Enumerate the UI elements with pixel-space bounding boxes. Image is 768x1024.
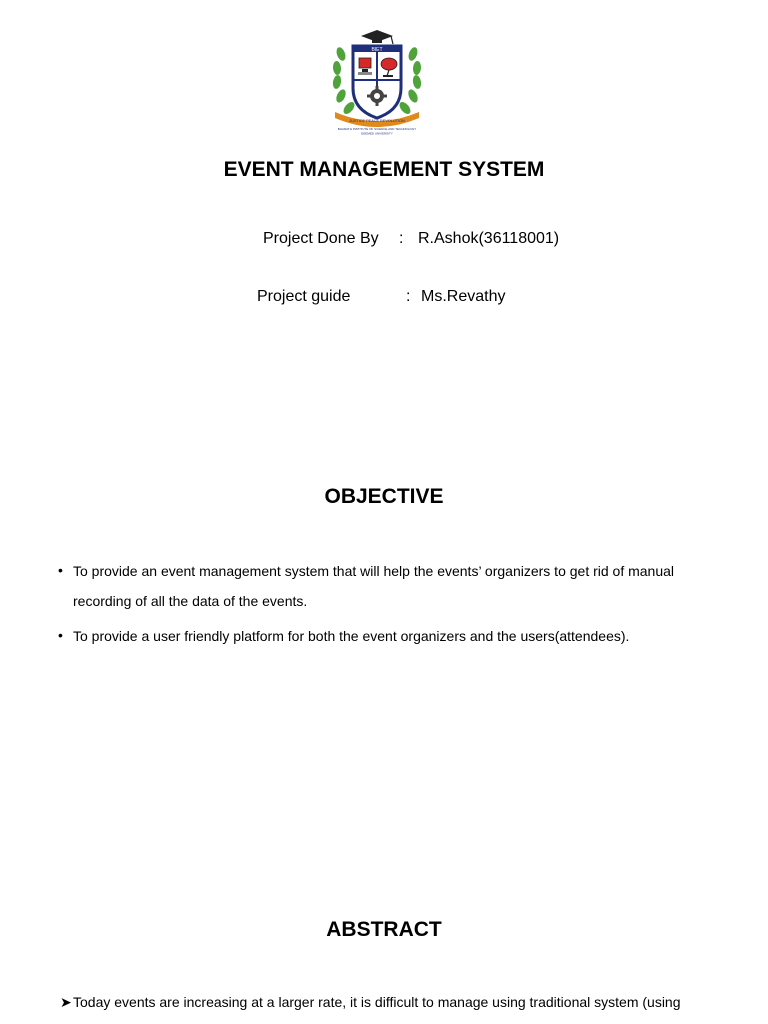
bullet-icon: • [58, 627, 63, 643]
project-guide-label: Project guide [257, 288, 351, 305]
logo-top-text: BIET [371, 47, 383, 53]
abstract-heading: ABSTRACT [326, 918, 442, 941]
objective-item-2-line-1: To provide a user friendly platform for both the event organizers and the users(attendees). [73, 628, 630, 644]
computer-icon [358, 58, 372, 75]
graduation-cap-icon [361, 30, 393, 44]
objective-item-1-line-1: To provide an event management system that will help the events’ organizers to get rid of manual [73, 563, 675, 579]
logo-sub: DEEMED UNIVERSITY [361, 131, 393, 136]
logo-name: BHARATH INSTITUTE OF SCIENCE AND TECHNOLOGY [337, 127, 417, 131]
project-guide-value: Ms.Revathy [421, 288, 506, 305]
project-done-by-sep: : [399, 230, 404, 247]
college-logo [327, 26, 427, 138]
objective-item-1-line-2: recording of all the data of the events. [73, 593, 308, 609]
bullet-icon: • [58, 562, 63, 578]
objective-heading: OBJECTIVE [324, 485, 444, 508]
document-title: EVENT MANAGEMENT SYSTEM [223, 158, 545, 181]
logo-motto: JUSTICE PEACE REVOLUTION [349, 119, 405, 123]
project-done-by-label: Project Done By [263, 230, 379, 247]
project-guide-sep: : [406, 288, 411, 305]
abstract-item-1-line-1: Today events are increasing at a larger rate, it is difficult to manage using traditional system (using [73, 994, 681, 1010]
arrow-bullet-icon: ➤ [60, 994, 72, 1010]
project-done-by-value: R.Ashok(36118001) [418, 230, 560, 247]
